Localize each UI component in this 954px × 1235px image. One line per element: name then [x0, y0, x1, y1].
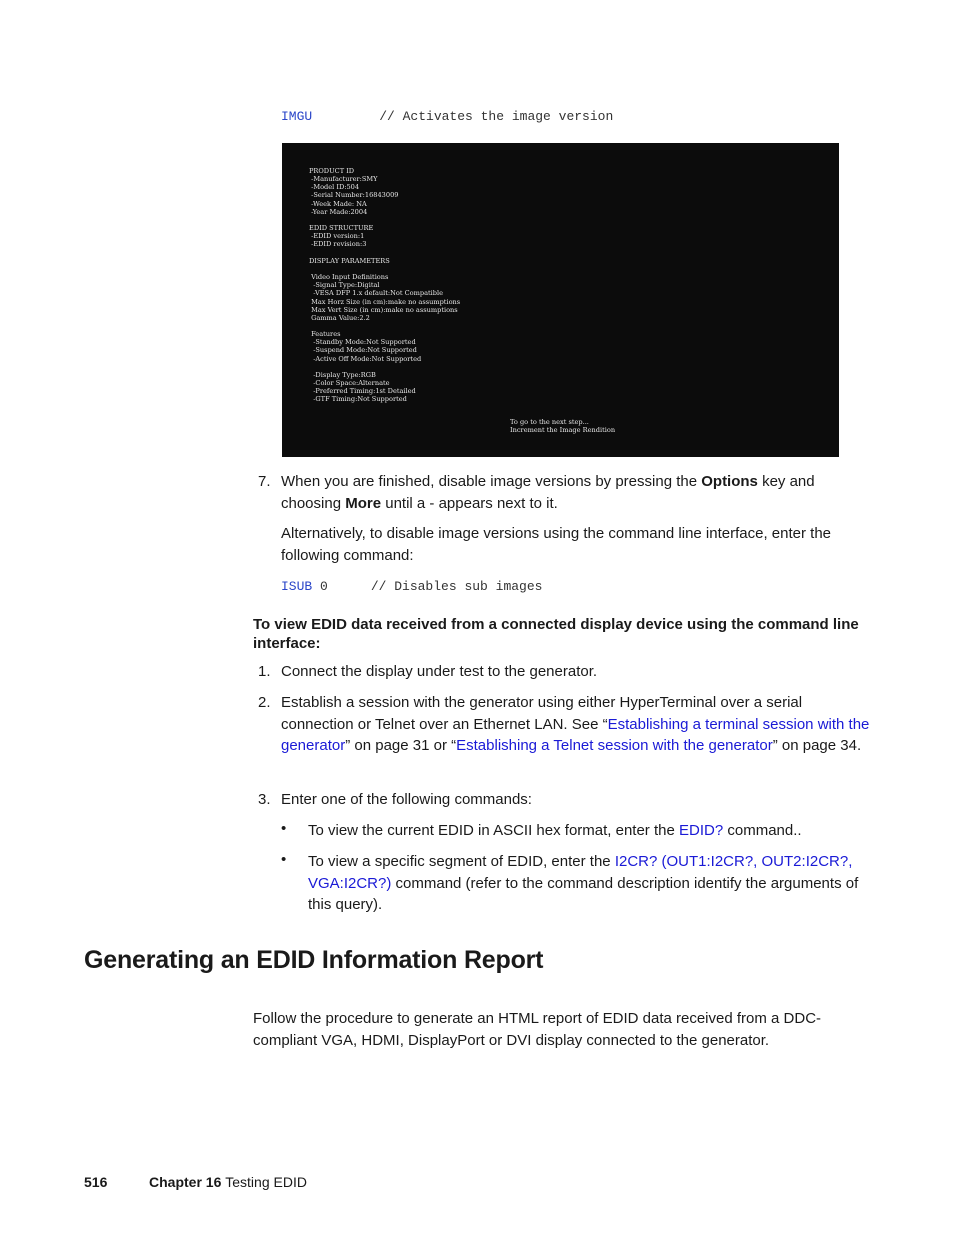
- edid-screenshot: [282, 143, 839, 457]
- step-number: 1.: [258, 663, 271, 680]
- command-keyword: IMGU: [281, 109, 313, 124]
- command-argument: 0: [312, 579, 328, 594]
- bullet-edid-query: To view the current EDID in ASCII hex format, enter the EDID? command..: [308, 822, 802, 839]
- chapter-reference: [149, 1174, 307, 1190]
- command-comment: // Activates the image version: [379, 109, 614, 124]
- terminal-session-link[interactable]: Establishing a terminal session with the generator: [281, 715, 870, 754]
- command-imgu: [281, 109, 613, 124]
- edid-query-link[interactable]: EDID?: [679, 822, 724, 839]
- section-heading: Generating an EDID Information Report: [84, 946, 544, 974]
- telnet-session-link[interactable]: Establishing a Telnet session with the generator: [456, 737, 773, 754]
- i2cr-query-link[interactable]: I2CR? (OUT1:I2CR?, OUT2:I2CR?, VGA:I2CR?): [308, 853, 853, 892]
- chapter-label: Chapter 16: [149, 1174, 222, 1190]
- chapter-title: Testing EDID: [225, 1174, 307, 1190]
- bullet-i2cr-query: To view a specific segment of EDID, enter the I2CR? (OUT1:I2CR?, OUT2:I2CR?, VGA:I2CR?) command (refer to the command description identify the arguments of this query).: [308, 853, 859, 913]
- procedure-heading: To view EDID data received from a connected display device using the command line interface:: [253, 616, 859, 652]
- step-1-text: Connect the display under test to the generator.: [281, 663, 598, 680]
- step-number: 3.: [258, 791, 271, 808]
- step-number: 2.: [258, 694, 271, 711]
- options-key: Options: [701, 473, 758, 490]
- edid-screenshot-text: PRODUCT ID -Manufacturer:SMY -Model ID:504 -Serial Number:16843009 -Week Made: NA -Year Made:2004 EDID STRUCTURE -EDID version:1 -EDID revision:3 DISPLAY PARAMETERS Video Input Definitions -Signal Type:Digital -VESA DFP 1.x default:Not Compatible Max Horz Size (in cm):make no assumptions Max Vert Size (in cm):make no assumptions Gamma Value:2.2 Features -Standby Mode:Not Supported -Suspend Mode:Not Supported -Active Off Mode:Not Supported -Display Type:RGB -Color Space:Alternate -Preferred Timing:1st Detailed -GTF Timing:Not Supported: [309, 167, 461, 404]
- step-2-text: Establish a session with the generator using either HyperTerminal over a serial connection or Telnet over an Ethernet LAN. See “Establishing a terminal session with the generator” on page 31 or “Establishing a Telnet session with the generator” on page 34.: [281, 694, 870, 754]
- command-comment: // Disables sub images: [370, 579, 543, 594]
- edid-screenshot-footer: To go to the next step... Increment the Image Rendition: [510, 418, 616, 435]
- bullet-marker: •: [281, 851, 287, 868]
- section-intro: Follow the procedure to generate an HTML report of EDID data received from a DDC-compliant VGA, HDMI, DisplayPort or DVI display connected to the generator.: [253, 1010, 822, 1049]
- page-number: 516: [84, 1174, 108, 1190]
- bullet-marker: •: [281, 820, 287, 837]
- command-keyword: ISUB: [281, 579, 313, 594]
- step-7-alternative: Alternatively, to disable image versions using the command line interface, enter the following command:: [281, 525, 832, 564]
- step-7-text: When you are finished, disable image versions by pressing the Options key and choosing More until a - appears next to it.: [281, 473, 815, 512]
- more-option: More: [345, 494, 382, 512]
- step-number: 7.: [258, 473, 271, 490]
- step-3-text: Enter one of the following commands:: [281, 791, 532, 808]
- command-isub: [281, 579, 542, 594]
